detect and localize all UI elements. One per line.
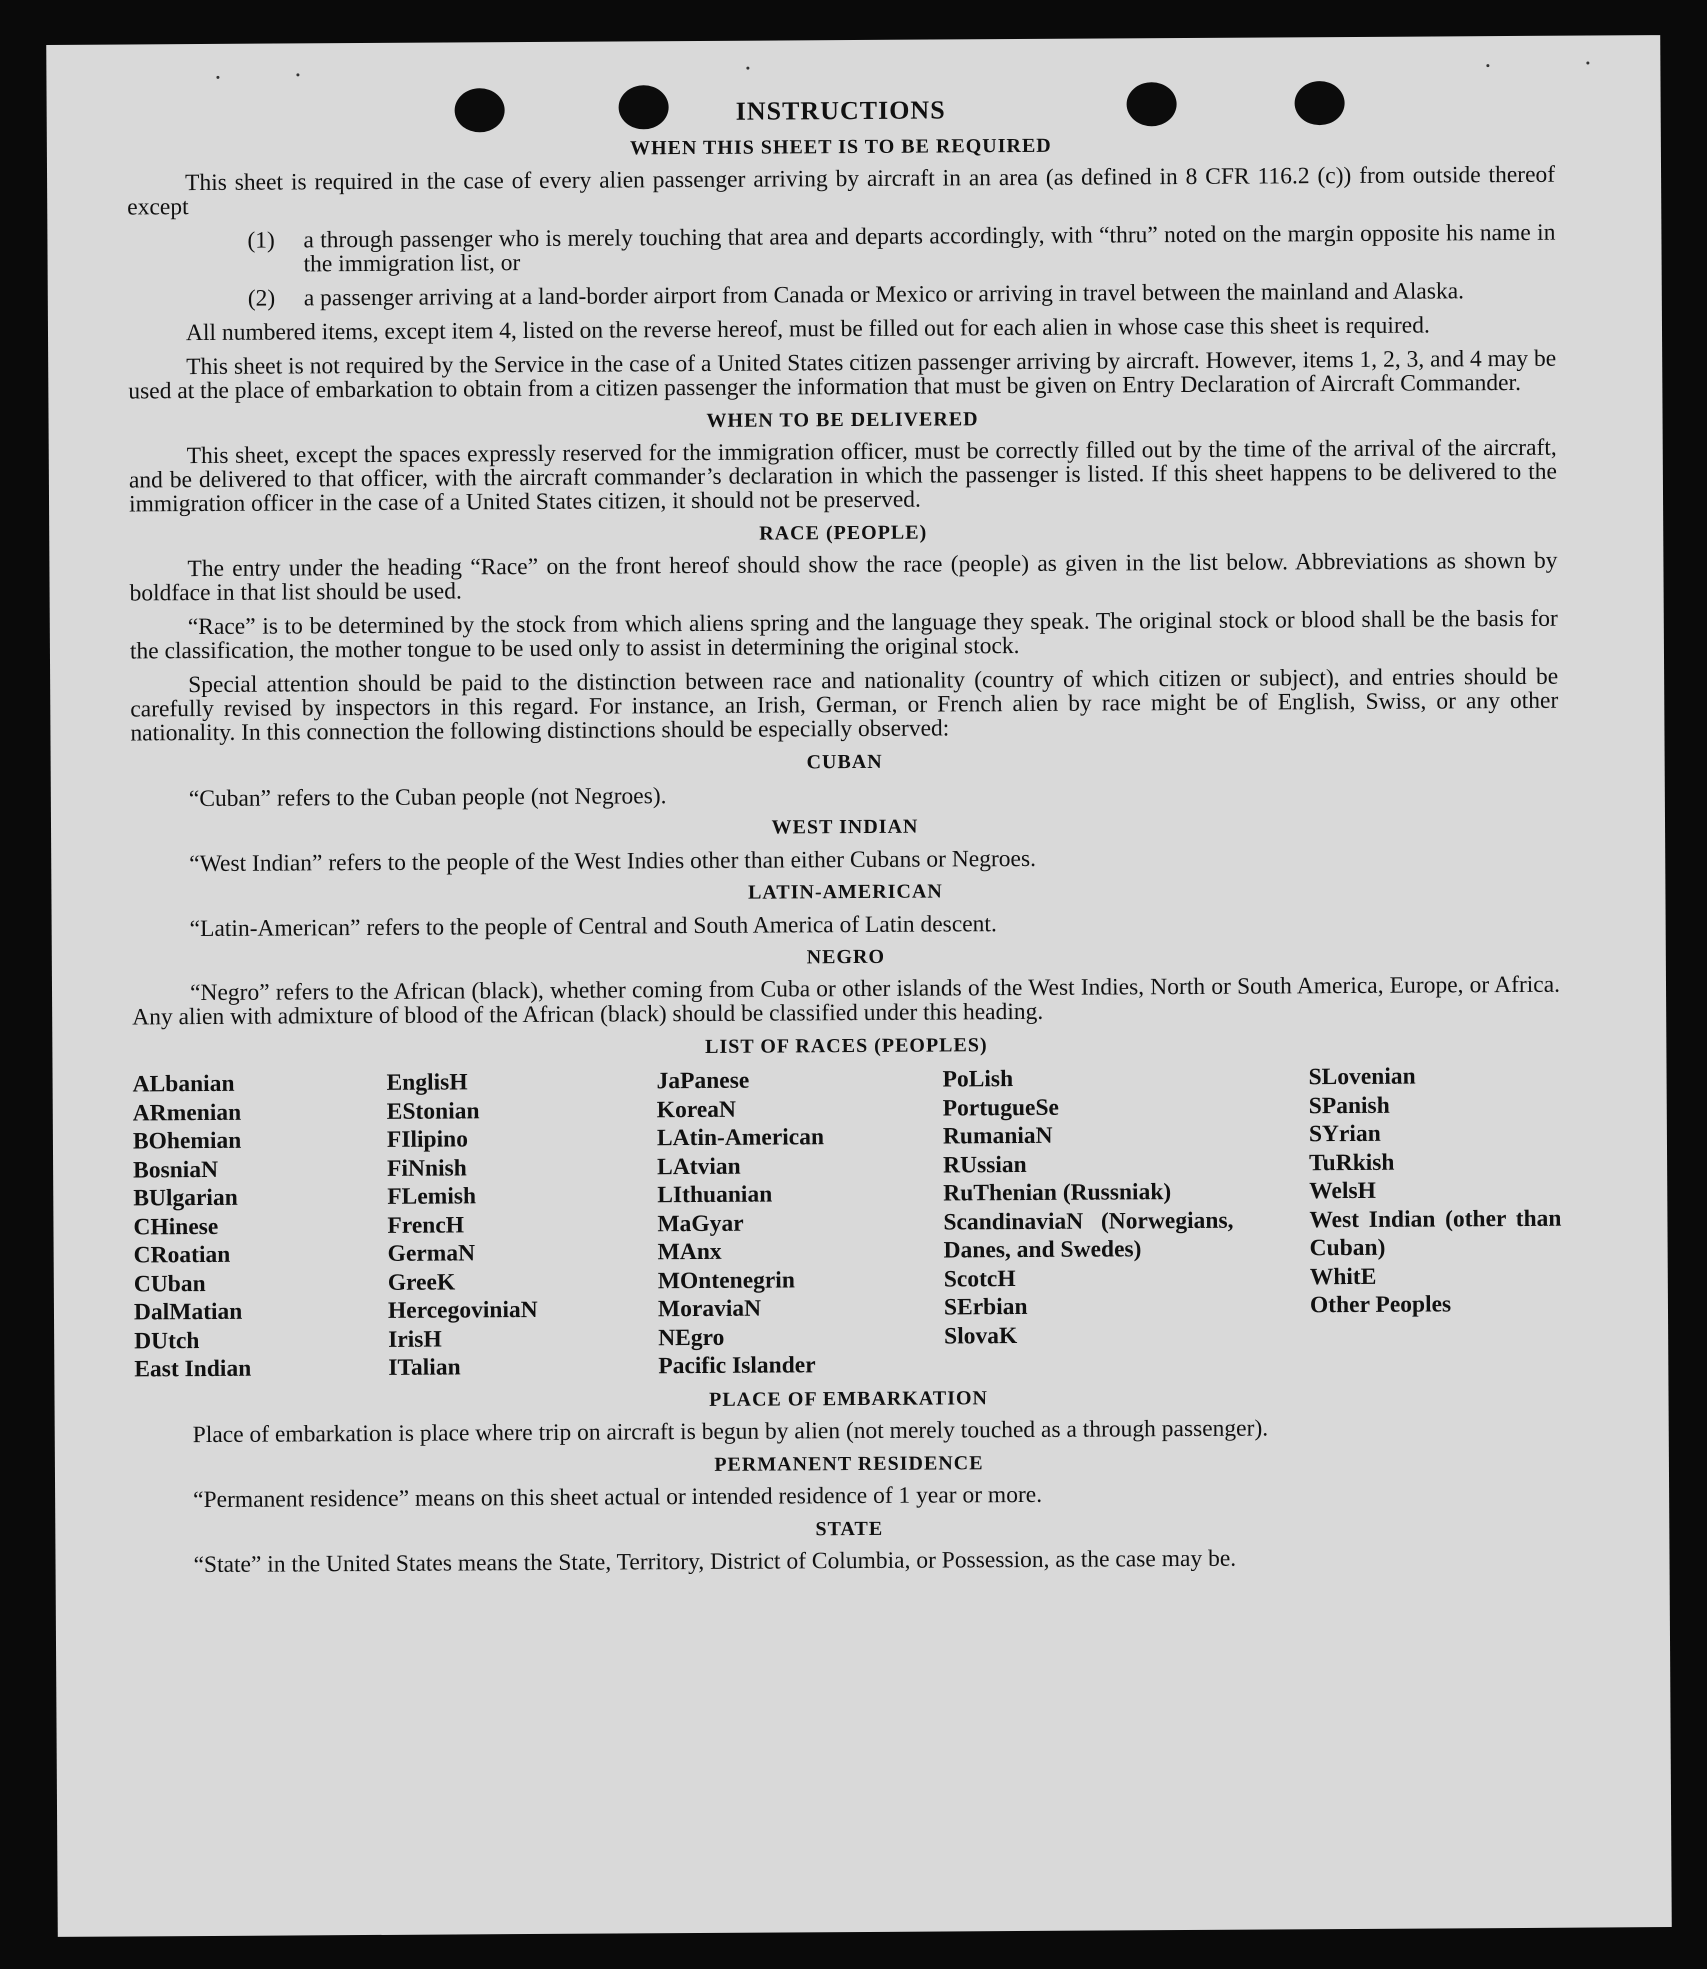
section-heading: WHEN TO BE DELIVERED	[706, 408, 979, 432]
item-number: (1)	[247, 227, 275, 254]
section-heading: WHEN THIS SHEET IS TO BE REQUIRED	[629, 134, 1052, 160]
race-item: JaPanese	[656, 1067, 750, 1095]
paragraph: This sheet is required in the case of every alien passenger arriving by aircraft in an area (as defined in 8 CFR 116.2 (c)) from outside thereof except	[127, 161, 1556, 221]
speck	[746, 67, 749, 70]
definition-text: “West Indian” refers to the people of the West Indies other than either Cubans or Negroes.	[189, 845, 1037, 878]
race-item: CHinese	[133, 1213, 219, 1240]
race-item: NEgro	[658, 1324, 725, 1351]
race-list	[133, 1062, 1563, 1384]
race-item: ScandinaviaN (Norwegians, Danes, and Swedes)	[943, 1207, 1234, 1264]
race-item: MaGyar	[657, 1210, 744, 1237]
definition-text: “Latin-American” refers to the people of Central and South America of Latin descent.	[189, 911, 997, 943]
race-item: LIthuanian	[657, 1181, 773, 1209]
race-item: GreeK	[387, 1268, 456, 1296]
document-page	[46, 35, 1672, 1937]
race-item: CRoatian	[133, 1241, 231, 1269]
race-item: SLovenian	[1308, 1063, 1416, 1091]
race-item: SlovaK	[944, 1322, 1018, 1349]
race-item: FIlipino	[386, 1126, 468, 1153]
race-item: MAnx	[657, 1238, 722, 1266]
race-item: Pacific Islander	[658, 1352, 816, 1380]
section-heading: RACE (PEOPLE)	[759, 521, 928, 545]
race-item: BOhemian	[132, 1127, 242, 1155]
race-item: SYrian	[1308, 1120, 1381, 1148]
paragraph: The entry under the heading “Race” on the front hereof should show the race (people) as given in the list below. Abbreviations as shown by boldface in that list should be used.	[129, 547, 1558, 607]
race-item: DUtch	[134, 1327, 200, 1354]
race-item: MoraviaN	[657, 1295, 762, 1323]
race-item: RuThenian (Russniak)	[943, 1179, 1172, 1207]
item-number: (2)	[247, 285, 276, 312]
race-item: West Indian (other than Cuban)	[1309, 1205, 1562, 1262]
item-text: a through passenger who is merely touching that area and departs accordingly, with “thru” noted on the margin opposite his name in the immigration list, or	[303, 219, 1556, 278]
section-heading: NEGRO	[806, 945, 886, 969]
item-text: a passenger arriving at a land-border airport from Canada or Mexico or arriving in travel between the mainland and Alaska.	[303, 278, 1465, 312]
race-item: PortugueSe	[942, 1094, 1060, 1121]
section-heading: CUBAN	[806, 750, 883, 774]
race-column	[133, 1069, 389, 1384]
race-item: ARmenian	[132, 1099, 242, 1126]
speck	[1586, 62, 1589, 65]
race-item: MOntenegrin	[657, 1266, 795, 1294]
race-column	[1308, 1062, 1562, 1377]
section-heading: PERMANENT RESIDENCE	[714, 1451, 984, 1476]
race-item: EStonian	[386, 1097, 480, 1125]
race-item: FiNnish	[387, 1154, 467, 1182]
paragraph: This sheet, except the spaces expressly reserved for the immigration officer, must be correctly filled out by the time of the arrival of the aircraft, and be delivered to that officer, with the aircraft commander’s declaration in which the passenger is listed. If this sheet happens to be delivered to the immigration officer in the case of a United States citizen, it should not be preserved.	[128, 434, 1557, 518]
definition-text: “Cuban” refers to the Cuban people (not Negroes).	[188, 783, 667, 813]
race-item: Other Peoples	[1309, 1291, 1452, 1319]
race-item: KoreaN	[656, 1096, 737, 1123]
race-column	[656, 1065, 944, 1380]
race-item: RUssian	[943, 1151, 1027, 1178]
race-item: TuRkish	[1309, 1149, 1395, 1176]
race-item: BUlgarian	[133, 1184, 238, 1212]
race-item: RumaniaN	[942, 1122, 1053, 1150]
race-item: DalMatian	[133, 1298, 243, 1326]
paragraph: Special attention should be paid to the distinction between race and nationality (country of which citizen or subject), and entries should be carefully revised by inspectors in this regard. For instance, an Irish, German, or French alien by race might be of English, Swiss, or any other nationality. In this connection the following distinctions should be especially observed:	[130, 663, 1559, 747]
section-heading: WEST INDIAN	[771, 815, 919, 839]
race-item: GermaN	[387, 1240, 476, 1267]
numbered-item	[248, 279, 1556, 311]
race-item: SPanish	[1308, 1092, 1390, 1119]
race-item: ALbanian	[132, 1070, 235, 1098]
race-item: FLemish	[387, 1183, 477, 1210]
race-item: WelsH	[1309, 1177, 1376, 1205]
paragraph: This sheet is not required by the Service in the case of a United States citizen passenger arriving by aircraft. However, items 1, 2, 3, and 4 may be used at the place of embarkation to obtain from a citizen passenger the information that must be given on Entry Declaration of Aircraft Commander.	[128, 345, 1557, 405]
paragraph: All numbered items, except item 4, listed on the reverse hereof, must be filled out for each alien in whose case this sheet is required.	[185, 312, 1430, 347]
paragraph: “State” in the United States means the State, Territory, District of Columbia, or Possession, as the case may be.	[193, 1545, 1237, 1578]
numbered-item	[247, 221, 1555, 277]
race-item: FrencH	[387, 1211, 465, 1239]
race-item: BosniaN	[133, 1156, 219, 1183]
section-heading: PLACE OF EMBARKATION	[709, 1386, 989, 1411]
race-item: ITalian	[388, 1354, 461, 1381]
race-item: IrisH	[388, 1326, 442, 1353]
section-heading: STATE	[815, 1517, 884, 1540]
race-item: PoLish	[942, 1066, 1014, 1093]
race-item: EnglisH	[386, 1069, 468, 1096]
race-item: CUban	[133, 1270, 206, 1297]
race-item: HercegoviniaN	[387, 1296, 538, 1324]
section-heading: LATIN-AMERICAN	[747, 880, 943, 904]
speck	[296, 73, 299, 76]
page-title: INSTRUCTIONS	[735, 95, 946, 126]
race-column	[386, 1067, 658, 1382]
race-item: WhitE	[1309, 1263, 1377, 1290]
speck	[216, 76, 219, 79]
paragraph: “Permanent residence” means on this sheet actual or intended residence of 1 year or more.	[193, 1481, 1043, 1513]
race-column	[942, 1063, 1310, 1379]
paragraph: “Negro” refers to the African (black), whether coming from Cuba or other islands of the West Indies, North or South America, Europe, or Africa. Any alien with admixture of blood of the African (black) should be classified under this heading.	[132, 971, 1561, 1031]
race-item: LAtvian	[657, 1153, 741, 1180]
list-heading: LIST OF RACES (PEOPLES)	[705, 1034, 988, 1058]
race-item: SErbian	[943, 1293, 1028, 1321]
speck	[1486, 64, 1489, 67]
race-item: East Indian	[134, 1355, 252, 1383]
paragraph: Place of embarkation is place where trip on aircraft is begun by alien (not merely touched as a through passenger).	[192, 1415, 1269, 1448]
paragraph: “Race” is to be determined by the stock from which aliens spring and the language they speak. The original stock or blood shall be the basis for the classification, the mother tongue to be used only to assist in determining the original stock.	[129, 605, 1558, 665]
document-body	[127, 92, 1564, 1587]
race-item: LAtin-American	[656, 1124, 825, 1152]
race-item: ScotcH	[943, 1265, 1016, 1292]
